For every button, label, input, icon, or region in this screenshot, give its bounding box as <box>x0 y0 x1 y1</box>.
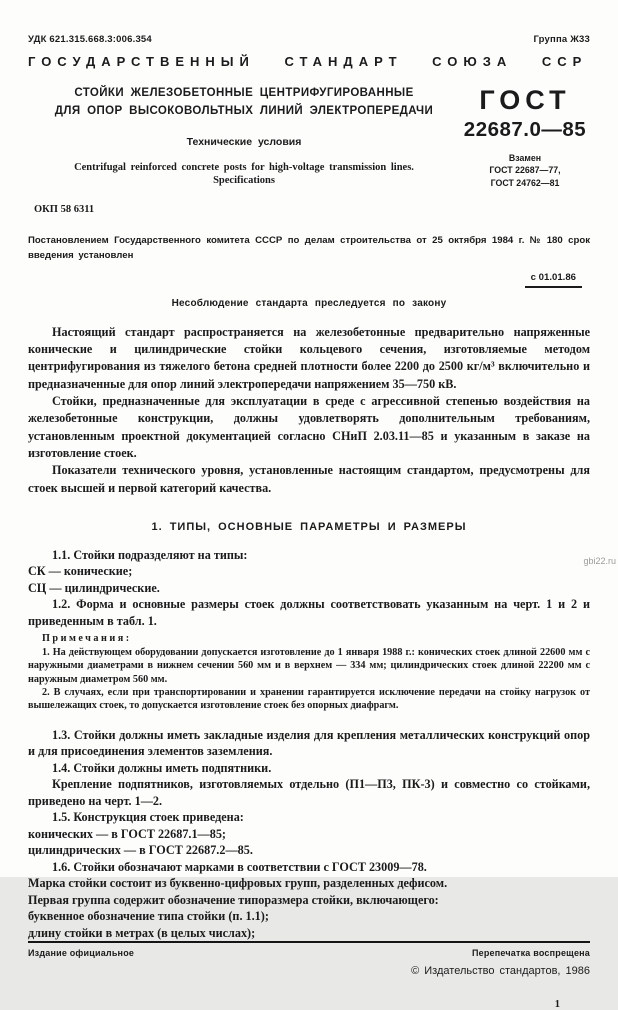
standard-header-title: ГОСУДАРСТВЕННЫЙ СТАНДАРТ СОЮЗА ССР <box>28 54 588 69</box>
section-1-content-top <box>28 547 590 629</box>
gost-label: ГОСТ <box>479 85 571 115</box>
title-ru-line1: СТОЙКИ ЖЕЛЕЗОБЕТОННЫЕ ЦЕНТРИФУГИРОВАННЫЕ <box>74 87 414 99</box>
title-en-line2: Specifications <box>213 174 275 186</box>
replaces-block <box>460 152 590 190</box>
gost-number: 22687.0—85 <box>463 118 587 141</box>
clause-1-6-group: Первая группа содержит обозначение типоразмера стойки, включающего: <box>28 892 439 907</box>
official-edition-label: Издание официальное <box>28 948 135 959</box>
decree-paragraph: Постановлением Государственного комитета СССР по делам строительства от 25 октября 1984 г. № 180 срок введения установлен <box>28 234 590 261</box>
clause-1-6: 1.6. Стойки обозначают марками в соответствии с ГОСТ 23009—78. <box>52 859 427 874</box>
effective-date-row <box>28 267 590 285</box>
section-1-heading: 1. ТИПЫ, ОСНОВНЫЕ ПАРАМЕТРЫ И РАЗМЕРЫ <box>151 520 467 533</box>
watermark: gbi22.ru <box>583 556 616 566</box>
notes-block <box>28 632 590 713</box>
note-2: 2. В случаях, если при транспортировании и хранении гарантируется исключение передачи на стойку нагрузок от вышележащих стоек, то допускается изготовление стоек без опорных диафрагм. <box>28 687 590 712</box>
page-footer <box>28 941 590 1010</box>
intro-paragraph-1: Настоящий стандарт распространяется на железобетонные предварительно напряженные конические и цилиндрические стойки кольцевого сечения, изготовляемые методом центрифугирования из тяжелого бетона средней плотности более 2200 до 2500 кг/м³ включительно и предназначенные для опор линий электропередачи напряжением 35—750 кВ. <box>28 324 590 391</box>
clause-1-5: 1.5. Конструкция стоек приведена: <box>52 810 244 825</box>
replaces-label: Взамен <box>508 152 542 163</box>
clause-1-6-mark: Марка стойки состоит из буквенно-цифровых групп, разделенных дефисом. <box>28 876 448 891</box>
copyright-line: © Издательство стандартов, 1986 <box>411 965 590 978</box>
document-codes-row <box>28 34 590 45</box>
title-ru-line2: ДЛЯ ОПОР ВЫСОКОВОЛЬТНЫХ ЛИНИЙ ЭЛЕКТРОПЕРЕДАЧИ <box>54 104 434 117</box>
clause-1-5-cylindrical: цилиндрических — в ГОСТ 22687.2—85. <box>28 843 253 858</box>
group-code: Группа Ж33 <box>533 34 590 45</box>
intro-paragraph-2: Стойки, предназначенные для эксплуатации в среде с агрессивной степенью воздействия на железобетонные конструкции, должны удовлетворять дополнительным требованиям, установленным проектной документацией согласно СНиП 2.03.11—85 и указанным в заказе на изготовление стоек. <box>28 393 590 460</box>
replaces-standard-2: ГОСТ 24762—81 <box>490 178 560 188</box>
okp-code: ОКП 58 6311 <box>34 203 95 215</box>
footer-divider <box>28 941 590 943</box>
title-left-column <box>28 85 460 215</box>
title-en-line1: Centrifugal reinforced concrete posts for high-voltage transmission lines. <box>74 161 414 173</box>
clause-1-3: 1.3. Стойки должны иметь закладные изделия для крепления металлических конструкций опор и для присоединения элементов заземления. <box>28 727 590 759</box>
clause-1-6-letter: буквенное обозначение типа стойки (п. 1.1); <box>28 909 269 924</box>
intro-paragraphs <box>28 324 590 497</box>
gost-number-block <box>460 85 590 215</box>
subtitle-ru: Технические условия <box>186 135 302 148</box>
reprint-forbidden-label: Перепечатка воспрещена <box>471 948 590 959</box>
clause-1-4-note: Крепление подпятников, изготовляемых отдельно (П1—П3, ПК-3) и совместно со стойками, приведено на черт. 1—2. <box>28 777 590 808</box>
footer-row <box>28 948 590 958</box>
clause-1-2: 1.2. Форма и основные размеры стоек должны соответствовать указанным на черт. 1 и 2 и приведенным в табл. 1. <box>28 597 590 628</box>
type-sk-line: СК — конические; <box>28 564 133 579</box>
section-1-content-bottom <box>28 727 590 941</box>
effective-date: с 01.01.86 <box>525 272 582 288</box>
clause-1-6-length: длину стойки в метрах (в целых числах); <box>28 925 256 940</box>
notes-label: Примечания: <box>42 633 132 645</box>
intro-paragraph-3: Показатели технического уровня, установленные настоящим стандартом, предусмотрены для стоек высшей и первой категорий качества. <box>28 463 590 495</box>
clause-1-1: 1.1. Стойки подразделяют на типы: <box>52 547 248 562</box>
law-notice: Несоблюдение стандарта преследуется по закону <box>171 297 447 309</box>
type-sc-line: СЦ — цилиндрические. <box>28 580 160 595</box>
replaces-standard-1: ГОСТ 22687—77, <box>489 165 561 176</box>
udk-code: УДК 621.315.668.3:006.354 <box>28 34 152 45</box>
title-block <box>28 85 590 215</box>
clause-1-4: 1.4. Стойки должны иметь подпятники. <box>52 760 272 775</box>
clause-1-5-conical: конических — в ГОСТ 22687.1—85; <box>28 826 226 841</box>
note-1: 1. На действующем оборудовании допускается изготовление до 1 января 1988 г.: конических стоек длиной 22600 мм с наружными диаметрами в нижнем сечении 560 мм и в верхнем — 334 мм; цилиндрических стоек длиной 22200 мм с наружным диаметром 560 мм. <box>28 646 590 685</box>
page-number: 1 <box>554 999 560 1010</box>
